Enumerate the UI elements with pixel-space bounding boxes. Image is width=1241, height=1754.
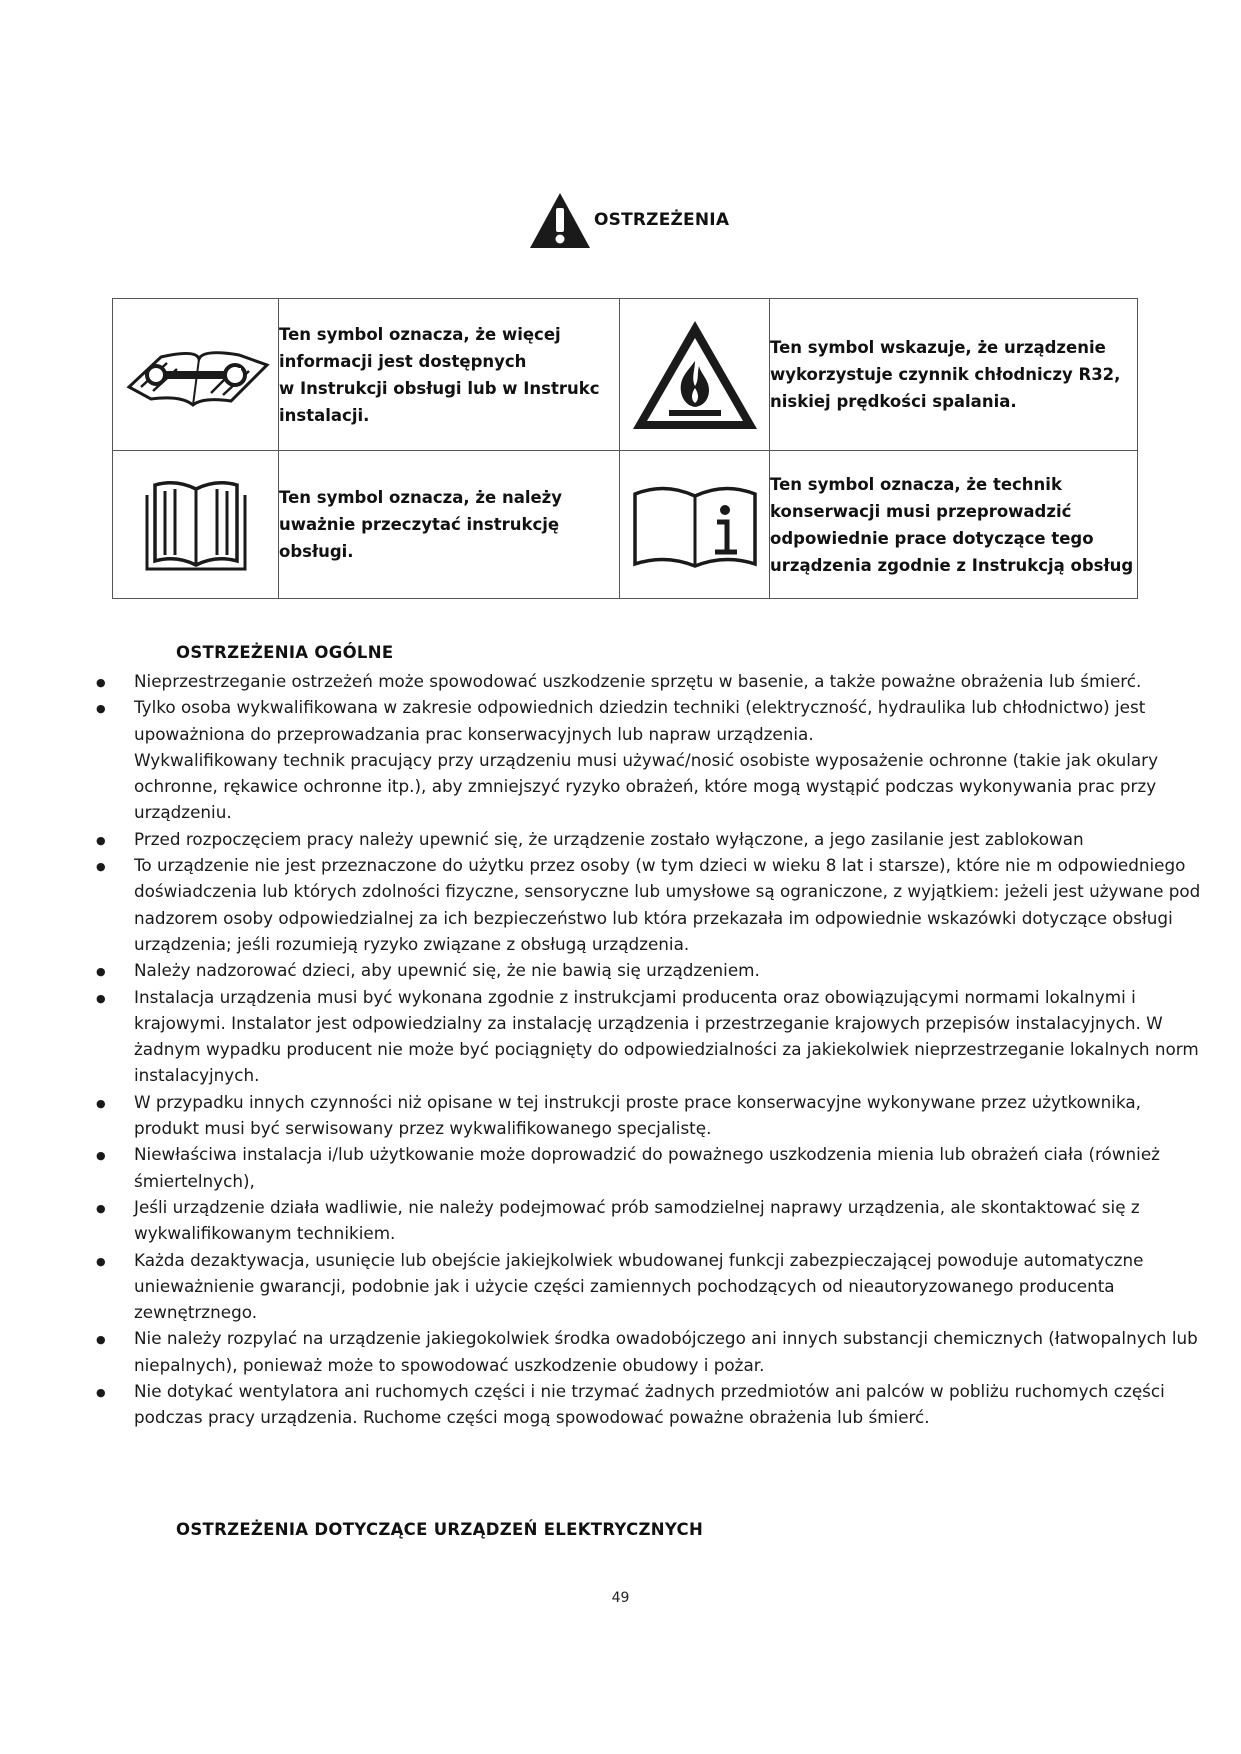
symbols-table (112, 298, 1138, 599)
symbol-text: Ten symbol oznacza, że technik konserwacji musi przeprowadzić odpowiednie prace dotyczące tego urządzenia zgodnie z Instrukcją obsług (770, 474, 1134, 575)
info-book-icon (629, 480, 761, 570)
list-item: ● Jeśli urządzenie działa wadliwie, nie należy podejmować prób samodzielnej naprawy urządzenia, ale skontaktować się z wykwalifikowanym technikiem. (96, 1194, 1206, 1247)
list-item: ● Instalacja urządzenia musi być wykonana zgodnie z instrukcjami producenta oraz obowiązującymi normami lokalnymi i krajowymi. Instalator jest odpowiedzialny za instalację urządzenia i przestrzeganie krajowych przepisów instalacyjnych. W żadnym wypadku producent nie może być pociągnięty do odpowiedzialności za jakiekolwiek nieprzestrzeganie lokalnych norm instalacyjnych. (96, 984, 1206, 1089)
list-item: ● Nie należy rozpylać na urządzenie jakiegokolwiek środka owadobójczego ani innych substancji chemicznych (łatwopalnych lub niepalnych), ponieważ może to spowodować uszkodzenie obudowy i pożar. (96, 1325, 1206, 1378)
list-item: ● Tylko osoba wykwalifikowana w zakresie odpowiednich dziedzin techniki (elektryczność, hydraulika lub chłodnictwo) jest upoważniona do przeprowadzania prac konserwacyjnych lub napraw urządzenia. (96, 694, 1206, 747)
warning-triangle-icon (528, 190, 592, 250)
open-book-icon (141, 475, 251, 575)
list-item: ● Przed rozpoczęciem pracy należy upewnić się, że urządzenie zostało wyłączone, a jego zasilanie jest zablokowan (96, 826, 1206, 852)
page-title: OSTRZEŻENIA (594, 210, 730, 230)
list-item: ● Nie dotykać wentylatora ani ruchomych części i nie trzymać żadnych przedmiotów ani palców w pobliżu ruchomych części podczas pracy urządzenia. Ruchome części mogą spowodować poważne obrażenia lub śmierć. (96, 1378, 1206, 1431)
symbol-cell (113, 451, 279, 599)
list-item: Wykwalifikowany technik pracujący przy urządzeniu musi używać/nosić osobiste wyposażenie ochronne (takie jak okulary ochronne, rękawice ochronne itp.), aby zmniejszyć ryzyko obrażeń, które mogą wystąpić podczas wykonywania prac przy urządzeniu. (134, 749, 1159, 823)
list-item: ● Należy nadzorować dzieci, aby upewnić się, że nie bawią się urządzeniem. (96, 957, 1206, 983)
flammable-warning-icon (629, 316, 761, 434)
symbol-description (770, 451, 1138, 599)
warning-header (528, 188, 729, 252)
symbol-cell (620, 299, 770, 451)
symbols-row (113, 299, 1138, 451)
general-warnings-heading: OSTRZEŻENIA OGÓLNE (176, 643, 394, 662)
general-warnings-list (96, 668, 1206, 1431)
symbols-row (113, 451, 1138, 599)
symbol-description (279, 451, 620, 599)
list-item: ● Niewłaściwa instalacja i/lub użytkowanie może doprowadzić do poważnego uszkodzenia mienia lub obrażeń ciała (również śmiertelnych), (96, 1141, 1206, 1194)
symbol-description (279, 299, 620, 451)
electrical-warnings-heading: OSTRZEŻENIA DOTYCZĄCE URZĄDZEŃ ELEKTRYCZNYCH (176, 1520, 704, 1539)
list-item: ● To urządzenie nie jest przeznaczone do użytku przez osoby (w tym dzieci w wieku 8 lat i starsze), które nie m odpowiedniego doświadczenia lub których zdolności fizyczne, sensoryczne lub umysłowe są ograniczone, z wyjątkiem: jeżeli jest używane pod nadzorem osoby odpowiedzialnej za ich bezpieczeństwo lub która przekazała im odpowiednie wskazówki dotyczące obsługi urządzenia; jeśli rozumieją ryzyko związane z obsługą urządzenia. (96, 852, 1206, 957)
symbol-description (770, 299, 1138, 451)
list-item: ● Nieprzestrzeganie ostrzeżeń może spowodować uszkodzenie sprzętu w basenie, a także poważne obrażenia lub śmierć. (96, 668, 1206, 694)
symbol-text: Ten symbol oznacza, że należy uważnie przeczytać instrukcję obsługi. (279, 488, 563, 561)
symbol-cell (113, 299, 279, 451)
symbol-cell (620, 451, 770, 599)
page-number: 49 (611, 1590, 630, 1606)
wrench-book-icon (121, 335, 271, 415)
list-item: ● W przypadku innych czynności niż opisane w tej instrukcji proste prace konserwacyjne wykonywane przez użytkownika, produkt musi być serwisowany przez wykwalifikowanego specjalistę. (96, 1089, 1206, 1142)
symbol-text: Ten symbol oznacza, że więcej informacji jest dostępnych w Instrukcji obsługi lub w Instrukc instalacji. (279, 324, 600, 425)
list-item: ● Każda dezaktywacja, usunięcie lub obejście jakiejkolwiek wbudowanej funkcji zabezpieczającej powoduje automatyczne unieważnienie gwarancji, podobnie jak i użycie części zamiennych pochodzących od nieautoryzowanego producenta zewnętrznego. (96, 1247, 1206, 1326)
symbol-text: Ten symbol wskazuje, że urządzenie wykorzystuje czynnik chłodniczy R32, niskiej prędkości spalania. (770, 338, 1121, 411)
